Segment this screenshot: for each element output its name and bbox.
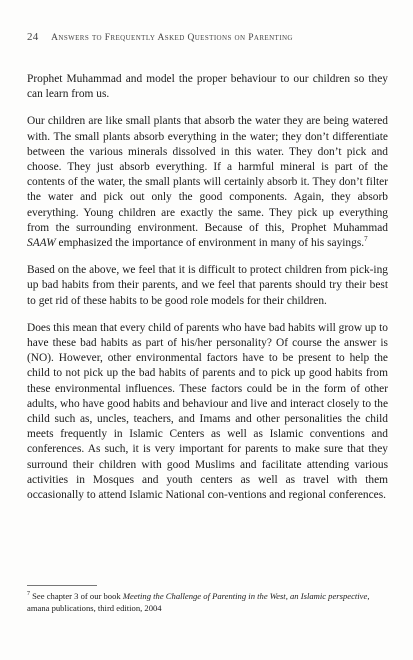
paragraph-2-text-a: Our children are like small plants that absorb the water they are being watered with. The small plants absorb everything in the water; they don’t differentiate between the various minerals dissolved in this water. They don’t pick and choose. They just absorb everything. If a harmful mineral is part of the contents of the water, the small plants will certainly absorb it. They don’t filter the water and pick out only the good components. Again, they absorb everything. Young children are exactly the same. They pick up everything from the surrounding environment. Because of this, Prophet Muhammad <box>27 115 388 234</box>
page-number: 24 <box>27 31 39 43</box>
paragraph-4: Does this mean that every child of parents who have bad habits will grow up to have these bad habits as part of his/her personality? Of course the answer is (NO). However, other environmental factors have to be present to help the child to not pick up the bad habits of parents and to pick up good habits from these environmental influences. These factors could be in the form of other adults, who have good habits and behaviour and live and interact closely to the child such as, uncles, teachers, and Imams and other personalities the child meets frequently in Islamic Centers as well as Islamic conventions and conferences. As such, it is very important for parents to make sure that they surround their children with good Muslims and facilitate attending various activities in Mosques and youth centers as well as travel with them occasionally to attend Islamic National con-ventions and regional conferences. <box>27 321 388 502</box>
body-text <box>27 72 388 513</box>
footnote-reference: 7 <box>364 235 368 244</box>
paragraph-1: Prophet Muhammad and model the proper behaviour to our children so they can learn from us. <box>27 73 388 101</box>
footnote <box>27 590 388 614</box>
paragraph-2 <box>27 114 388 251</box>
footnote-text-b: , amana publications, third edition, 2004 <box>27 591 370 613</box>
paragraph-3: Based on the above, we feel that it is difficult to protect children from pick-ing up bad habits from their parents, and we feel that parents should try their best to get rid of these habits to be good role models for their children. <box>27 264 388 307</box>
footnote-divider <box>27 585 97 586</box>
footnote-book-title: Meeting the Challenge of Parenting in the West, an Islamic perspective <box>122 591 368 601</box>
paragraph-2-text-b: emphasized the importance of environment in many of his sayings. <box>55 237 365 250</box>
footnote-number: 7 <box>27 591 30 598</box>
running-header <box>27 31 387 43</box>
running-title: Answers to Frequently Asked Questions on Parenting <box>51 33 293 43</box>
footnote-text-a: See chapter 3 of our book <box>30 591 123 601</box>
saaw-abbreviation: SAAW <box>27 237 56 250</box>
